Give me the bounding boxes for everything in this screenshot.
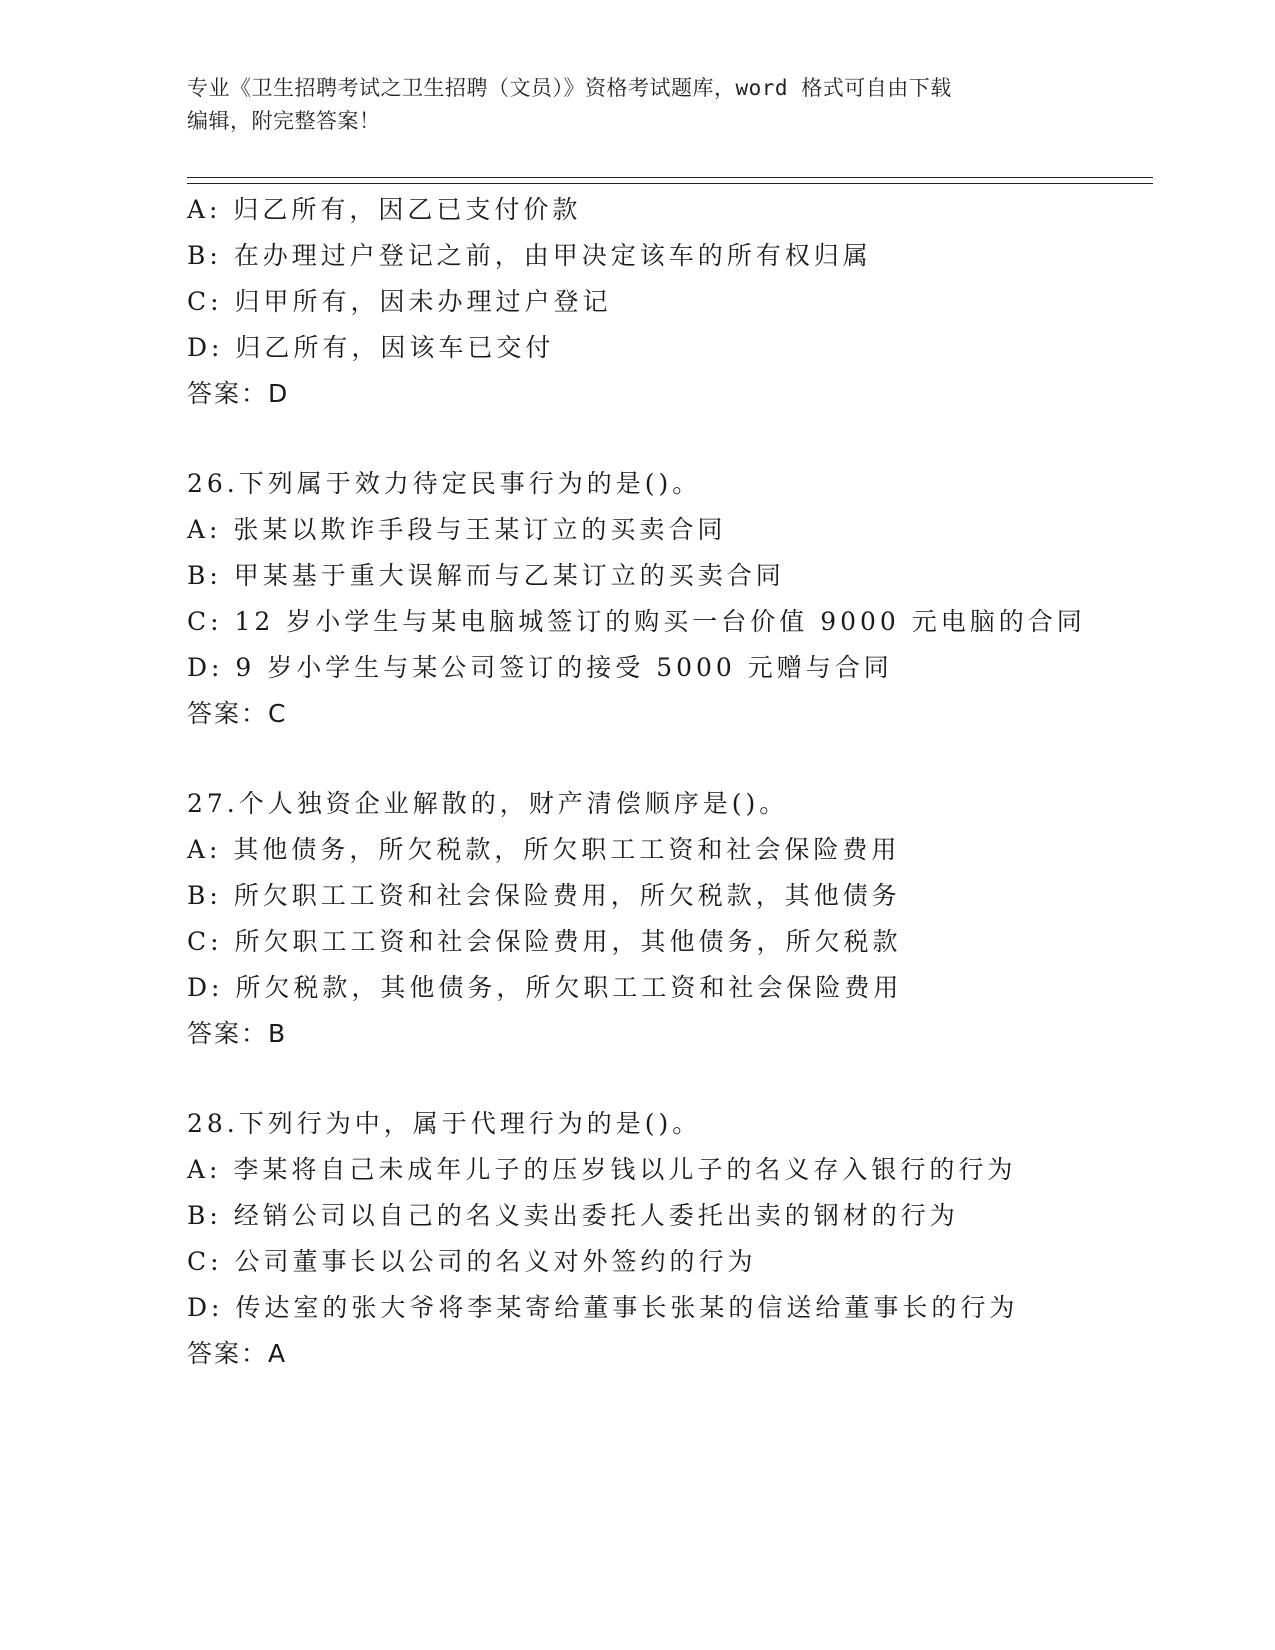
header-divider-top	[187, 177, 1153, 178]
spacer	[187, 417, 1147, 461]
document-header	[187, 72, 1087, 138]
q27-option-a: A: 其他债务，所欠税款，所欠职工工资和社会保险费用	[187, 835, 901, 864]
q28-option-a: A: 李某将自己未成年儿子的压岁钱以儿子的名义存入银行的行为	[187, 1155, 1017, 1184]
header-divider-bottom	[187, 183, 1153, 184]
q28-answer: 答案：A	[187, 1339, 288, 1368]
q26-question: 26.下列属于效力待定民事行为的是()。	[187, 469, 702, 498]
q25-answer: 答案：D	[187, 379, 290, 408]
question-26-block	[187, 461, 1147, 737]
q27-option-c: C: 所欠职工工资和社会保险费用，其他债务，所欠税款	[187, 927, 902, 956]
question-27-block	[187, 781, 1147, 1057]
q27-option-b: B: 所欠职工工资和社会保险费用，所欠税款，其他债务	[187, 881, 901, 910]
q25-option-b: B: 在办理过户登记之前，由甲决定该车的所有权归属	[187, 241, 872, 270]
spacer	[187, 737, 1147, 781]
q28-question: 28.下列行为中，属于代理行为的是()。	[187, 1109, 702, 1138]
q26-option-c: C: 12 岁小学生与某电脑城签订的购买一台价值 9000 元电脑的合同	[187, 607, 1086, 636]
q26-option-b: B: 甲某基于重大误解而与乙某订立的买卖合同	[187, 561, 785, 590]
q28-option-c: C: 公司董事长以公司的名义对外签约的行为	[187, 1247, 757, 1276]
q28-option-d: D: 传达室的张大爷将李某寄给董事长张某的信送给董事长的行为	[187, 1293, 1019, 1322]
spacer	[187, 1057, 1147, 1101]
q27-answer: 答案：B	[187, 1019, 288, 1048]
question-25-block	[187, 187, 1147, 417]
question-28-block	[187, 1101, 1147, 1377]
q27-question: 27.个人独资企业解散的，财产清偿顺序是()。	[187, 789, 789, 818]
q25-option-d: D: 归乙所有，因该车已交付	[187, 333, 555, 362]
q26-answer: 答案：C	[187, 699, 288, 728]
q27-option-d: D: 所欠税款，其他债务，所欠职工工资和社会保险费用	[187, 973, 903, 1002]
q26-option-a: A: 张某以欺诈手段与王某订立的买卖合同	[187, 515, 727, 544]
question-list	[187, 187, 1147, 1377]
q28-option-b: B: 经销公司以自己的名义卖出委托人委托出卖的钢材的行为	[187, 1201, 959, 1230]
header-line-1: 专业《卫生招聘考试之卫生招聘（文员）》资格考试题库，word 格式可自由下载	[187, 76, 952, 100]
q25-option-c: C: 归甲所有，因未办理过户登记	[187, 287, 612, 316]
header-line-2: 编辑，附完整答案！	[187, 109, 381, 133]
q26-option-d: D: 9 岁小学生与某公司签订的接受 5000 元赠与合同	[187, 653, 893, 682]
q25-option-a: A: 归乙所有，因乙已支付价款	[187, 195, 582, 224]
